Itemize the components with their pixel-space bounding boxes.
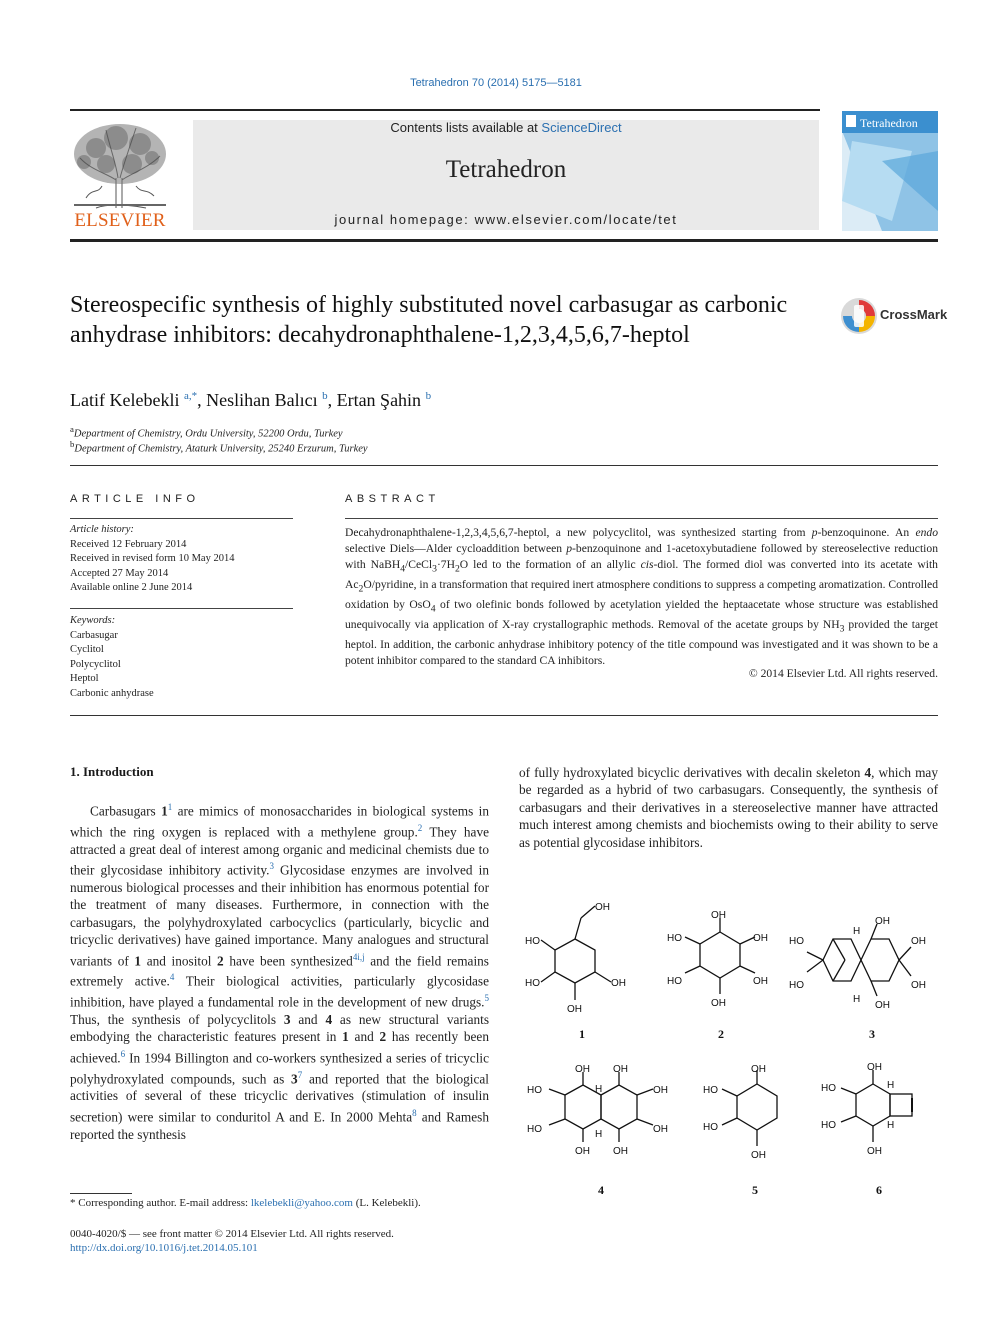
author-separator: ,	[197, 390, 207, 410]
group-label: OH	[867, 1062, 882, 1073]
elsevier-wordmark: ELSEVIER	[74, 210, 166, 231]
group-label: HO	[789, 980, 804, 991]
group-label: OH	[575, 1146, 590, 1157]
group-label: HO	[525, 978, 540, 989]
group-label: OH	[753, 933, 768, 944]
group-label: HO	[667, 976, 682, 987]
group-label: OH	[911, 936, 926, 947]
group-label: OH	[751, 1150, 766, 1161]
journal-homepage[interactable]: journal homepage: www.elsevier.com/locate/tet	[334, 212, 678, 227]
group-label: OH	[711, 998, 726, 1009]
divider	[70, 465, 938, 466]
group-label: OH	[611, 978, 626, 989]
compound-number: 5	[752, 1183, 758, 1197]
cover-title: Tetrahedron	[860, 116, 918, 130]
affiliation-a	[70, 424, 343, 440]
footnote-rule	[70, 1193, 132, 1194]
affiliation-sup: a	[70, 424, 74, 434]
group-label: H	[595, 1084, 603, 1095]
crossmark-badge[interactable]	[840, 294, 948, 338]
author-name[interactable]: Neslihan Balıcı	[206, 390, 318, 410]
intro-paragraph: Carbasugars 1$^1$ are mimics of monosaccharides in biological systems in which the ring oxygen is replaced with a methylene group.$^2$ They have attracted a great deal of interest among organic and medicinal chemists due to their glycosidase inhibitory activity.$^3$ Glycosidase enzymes are involved in numerous biological processes and their inhibition has enormous potential for the treatment of many diseases. Furthermore, in connection with the carbasugars, the polyhydroxylated carbocyclics (particularly, bicyclic and tricyclic derivatives) have gained importance. Many analogues and structural variants of 1 and inositol 2 have been synthesized$^{4i,j}$ and the field remains extremely active.$^4$ Their biological activities, particularly glycosidase inhibition, have played a fundamental role in the development of new drugs.$^5$ Thus, the synthesis of polycyclitols 3 and 4 as new structural variants embodying the characteristic features present in 1 and 2 has recently been achieved.$^6$ In 1994 Billington and co-workers synthesized a series of tricyclic polyhydroxylated compounds, such as 3$^7$ and reported that the biological activities of several of these tricyclic derivatives (stimulation of insulin secretion) were similar to conduritol A and E. In 2000 Mehta$^8$ and Ramesh reported the synthesis	[70, 802, 490, 1142]
sciencedirect-link[interactable]: ScienceDirect	[541, 120, 622, 135]
author-separator: ,	[327, 390, 337, 410]
structures-figure	[515, 892, 945, 1212]
issn-line: 0040-4020/$ — see front matter © 2014 Elsevier Ltd. All rights reserved.	[70, 1228, 394, 1240]
doi-link[interactable]: http://dx.doi.org/10.1016/j.tet.2014.05.101	[70, 1242, 258, 1254]
group-label: OH	[595, 902, 610, 913]
affiliation-sup: b	[70, 439, 75, 449]
group-label: OH	[711, 910, 726, 921]
divider	[345, 518, 938, 519]
intro-paragraph-continued: of fully hydroxylated bicyclic derivatives with decalin skeleton 4, which may be regarded as a hybrid of two carbasugars. Consequently, the synthesis of carbasugars and their derivatives in a stereoselective manner have attracted much interest among chemists and biochemists owing to their ability to serve as potential glycosidase inhibitors.	[519, 765, 938, 850]
group-label: OH	[613, 1146, 628, 1157]
group-label: HO	[703, 1122, 718, 1133]
author-affil-sup[interactable]: b	[425, 390, 432, 402]
group-label: H	[887, 1080, 895, 1091]
group-label: OH	[875, 916, 890, 927]
author-list	[70, 390, 431, 411]
group-label: OH	[867, 1146, 882, 1157]
corresponding-author-footnote	[70, 1197, 421, 1209]
contents-prefix: Contents lists available at	[390, 120, 542, 135]
journal-citation[interactable]: Tetrahedron 70 (2014) 5175—5181	[410, 77, 582, 89]
group-label: OH	[653, 1124, 668, 1135]
compound-number: 6	[876, 1183, 882, 1197]
abstract-heading: ABSTRACT	[345, 493, 440, 505]
keywords-label: Keywords:	[70, 615, 116, 626]
group-label: H	[853, 994, 861, 1005]
group-label: OH	[875, 1000, 890, 1011]
journal-name: Tetrahedron	[445, 156, 567, 183]
article-info-heading: ARTICLE INFO	[70, 493, 200, 505]
history-accepted: Accepted 27 May 2014	[70, 567, 169, 579]
group-label: HO	[821, 1120, 836, 1131]
keyword-item: Cyclitol	[70, 644, 104, 655]
compound-number: 4	[598, 1183, 604, 1197]
header-top-rule	[70, 109, 820, 111]
affiliation-text: Department of Chemistry, Ordu University, 52200 Ordu, Turkey	[73, 428, 343, 440]
keyword-item: Heptol	[70, 673, 99, 684]
group-label: H	[853, 926, 861, 937]
author-affil-sup[interactable]: a,*	[183, 390, 198, 402]
abstract-text: Decahydronaphthalene-1,2,3,4,5,6,7-heptol, a new polycyclitol, was synthesized starting from p-benzoquinone. An endo selective Diels—Alder cycloaddition between p-benzoquinone and 1-acetoxybutadiene followed by stereoselective reduction with $NaBH_4/CeCl_3\cdot 7H_2O$ led to the formation of an allylic cis-diol. The formed diol was converted into its acetate with $Ac_2O$/pyridine, in a transformation that required inert atmosphere conditions to suppress a competing aromatization. Controlled oxidation by OsO$_4$ of two olefinic bonds followed by acetylation yielded the heptaacetate whose structure was established unequivocally via application of X-ray crystallographic methods. Removal of the acetate groups by $NH_3$ provided the target heptol. In addition, the carbonic anhydrase inhibitory potency of the title compound was investigated and it was shown to be a potent inhibitor compared to the standard CA inhibitors.	[345, 526, 938, 667]
keyword-item: Carbasugar	[70, 629, 118, 641]
group-label: OH	[653, 1085, 668, 1096]
article-history	[70, 523, 293, 596]
affiliation-text: Department of Chemistry, Ataturk University, 25240 Erzurum, Turkey	[74, 443, 368, 455]
header-bottom-rule	[70, 239, 938, 242]
divider	[70, 715, 938, 716]
footnote-suffix: (L. Kelebekli).	[352, 1197, 421, 1209]
divider	[70, 608, 293, 609]
history-online: Available online 2 June 2014	[70, 582, 193, 593]
journal-cover-thumbnail[interactable]	[842, 111, 938, 231]
crossmark-icon	[840, 296, 878, 336]
group-label: OH	[911, 980, 926, 991]
author-name[interactable]: Ertan Şahin	[336, 390, 422, 410]
group-label: H	[595, 1129, 603, 1140]
keywords	[70, 614, 293, 701]
keyword-item: Polycyclitol	[70, 658, 121, 670]
article-title: Stereospecific synthesis of highly substituted novel carbasugar as carbonic anhydrase inhibitors: decahydronaphthalene-1,2,3,4,5,6,7-heptol	[70, 292, 788, 348]
group-label: HO	[527, 1124, 542, 1135]
group-label: OH	[567, 1004, 582, 1015]
crossmark-label: CrossMark	[880, 307, 948, 322]
author-affil-sup[interactable]: b	[322, 390, 328, 402]
history-revised: Received in revised form 10 May 2014	[70, 553, 235, 564]
group-label: HO	[527, 1085, 542, 1096]
author-name[interactable]: Latif Kelebekli	[70, 390, 180, 410]
author-email-link[interactable]: lkelebekli@yahoo.com	[250, 1197, 353, 1209]
contents-line	[193, 120, 819, 135]
group-label: OH	[613, 1064, 628, 1075]
footnote-prefix: * Corresponding author. E-mail address:	[70, 1197, 251, 1209]
group-label: HO	[821, 1083, 836, 1094]
group-label: OH	[753, 976, 768, 987]
abstract-copyright: © 2014 Elsevier Ltd. All rights reserved.	[748, 667, 938, 680]
group-label: HO	[789, 936, 804, 947]
group-label: OH	[575, 1064, 590, 1075]
compound-number: 3	[869, 1027, 875, 1041]
affiliation-b	[70, 439, 368, 455]
group-label: OH	[751, 1064, 766, 1075]
group-label: H	[887, 1120, 895, 1131]
group-label: HO	[667, 933, 682, 944]
compound-number: 2	[718, 1027, 724, 1041]
compound-number: 1	[579, 1027, 585, 1041]
history-received: Received 12 February 2014	[70, 538, 187, 550]
divider	[70, 518, 293, 519]
keyword-item: Carbonic anhydrase	[70, 687, 154, 699]
group-label: HO	[703, 1085, 718, 1096]
history-label: Article history:	[70, 524, 134, 535]
group-label: HO	[525, 936, 540, 947]
section-heading-introduction: 1. Introduction	[70, 764, 154, 779]
